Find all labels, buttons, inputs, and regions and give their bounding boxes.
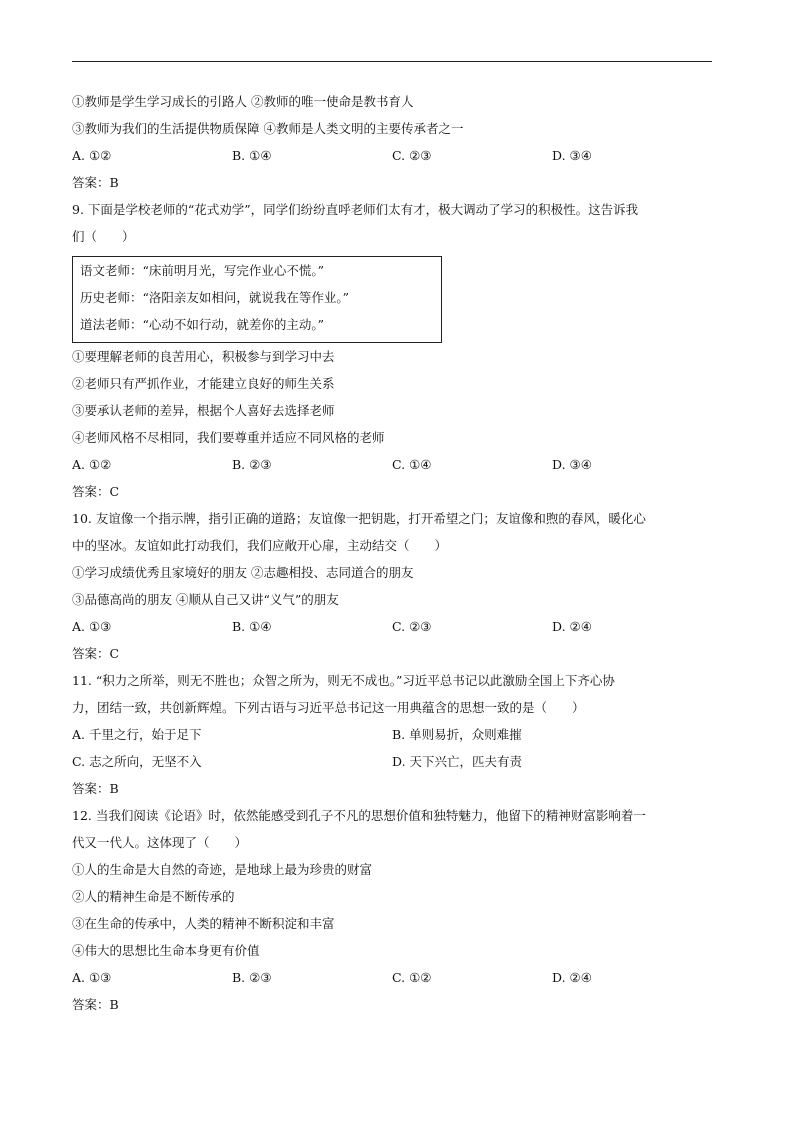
option-c: C. ①④ — [392, 457, 432, 472]
options-row — [72, 968, 712, 995]
option-a: A. ①② — [72, 457, 112, 472]
options-row — [72, 617, 712, 644]
statement: ②人的精神生命是不断传承的 — [72, 889, 235, 904]
question-stem: 12. 当我们阅读《论语》时，依然能感受到孔子不凡的思想价值和独特魅力，他留下的精神财富影响着一 — [72, 808, 646, 823]
question-10 — [72, 509, 712, 671]
options-row — [72, 455, 712, 482]
answer: 答案：B — [72, 175, 119, 190]
statement: ③要承认老师的差异，根据个人喜好去选择老师 — [72, 403, 335, 418]
option-b: B. 单则易折，众则难摧 — [392, 727, 522, 742]
question-stem: 力，团结一致，共创新辉煌。下列古语与习近平总书记这一用典蕴含的思想一致的是（ ） — [72, 700, 585, 715]
options-row — [72, 146, 712, 173]
statement: ①教师是学生学习成长的引路人 ②教师的唯一使命是教书育人 — [72, 94, 414, 109]
question-stem: 10. 友谊像一个指示牌，指引正确的道路；友谊像一把钥匙，打开希望之门；友谊像和煦的春风，暖化心 — [72, 511, 646, 526]
answer: 答案：C — [72, 484, 120, 499]
question-stem: 中的坚冰。友谊如此打动我们，我们应敞开心扉，主动结交（ ） — [72, 538, 448, 553]
option-c: C. ②③ — [392, 619, 432, 634]
quote-line: 历史老师：“洛阳亲友如相问，就说我在等作业。” — [80, 290, 350, 305]
answer: 答案：C — [72, 646, 120, 661]
question-11 — [72, 671, 712, 806]
statement: ②老师只有严抓作业，才能建立良好的师生关系 — [72, 376, 335, 391]
quote-line: 道法老师：“心动不如行动，就差你的主动。” — [80, 317, 325, 332]
option-a: A. 千里之行，始于足下 — [72, 727, 202, 742]
statement: ④伟大的思想比生命本身更有价值 — [72, 943, 260, 958]
option-c: C. ①② — [392, 970, 432, 985]
option-c: C. 志之所向，无坚不入 — [72, 754, 202, 769]
question-stem: 11. “积力之所举，则无不胜也；众智之所为，则无不成也。”习近平总书记以此激励全国上下齐心协 — [72, 673, 615, 688]
answer: 答案：B — [72, 781, 119, 796]
header-rule — [72, 61, 712, 62]
option-d: D. ②④ — [552, 970, 592, 985]
statement: ③教师为我们的生活提供物质保障 ④教师是人类文明的主要传承者之一 — [72, 121, 464, 136]
question-stem: 9. 下面是学校老师的“花式劝学”，同学们纷纷直呼老师们太有才，极大调动了学习的积极性。这告诉我 — [72, 202, 639, 217]
answer: 答案：B — [72, 997, 119, 1012]
statement: ③在生命的传承中，人类的精神不断积淀和丰富 — [72, 916, 335, 931]
quote-line: 语文老师：“床前明月光，写完作业心不慌。” — [80, 263, 325, 278]
option-c: C. ②③ — [392, 148, 432, 163]
statement: ①要理解老师的良苦用心，积极参与到学习中去 — [72, 349, 335, 364]
option-a: A. ①③ — [72, 970, 112, 985]
document-page — [72, 92, 712, 1022]
statement: ①人的生命是大自然的奇迹，是地球上最为珍贵的财富 — [72, 862, 373, 877]
question-stem: 代又一代人。这体现了（ ） — [72, 835, 248, 850]
statement: ④老师风格不尽相同，我们要尊重并适应不同风格的老师 — [72, 430, 385, 445]
option-a: A. ①③ — [72, 619, 112, 634]
option-a: A. ①② — [72, 148, 112, 163]
statement: ①学习成绩优秀且家境好的朋友 ②志趣相投、志同道合的朋友 — [72, 565, 414, 580]
option-b: B. ①④ — [232, 619, 272, 634]
option-b: B. ②③ — [232, 457, 272, 472]
option-d: D. ③④ — [552, 457, 592, 472]
question-8 — [72, 92, 712, 200]
options-row — [72, 752, 712, 779]
option-b: B. ②③ — [232, 970, 272, 985]
option-b: B. ①④ — [232, 148, 272, 163]
option-d: D. ②④ — [552, 619, 592, 634]
question-9 — [72, 200, 712, 509]
statement: ③品德高尚的朋友 ④顺从自己又讲“义气”的朋友 — [72, 592, 339, 607]
question-12 — [72, 806, 712, 1022]
option-d: D. 天下兴亡，匹夫有责 — [392, 754, 523, 769]
question-stem: 们（ ） — [72, 229, 135, 244]
quote-box — [72, 256, 442, 343]
option-d: D. ③④ — [552, 148, 592, 163]
options-row — [72, 725, 712, 752]
